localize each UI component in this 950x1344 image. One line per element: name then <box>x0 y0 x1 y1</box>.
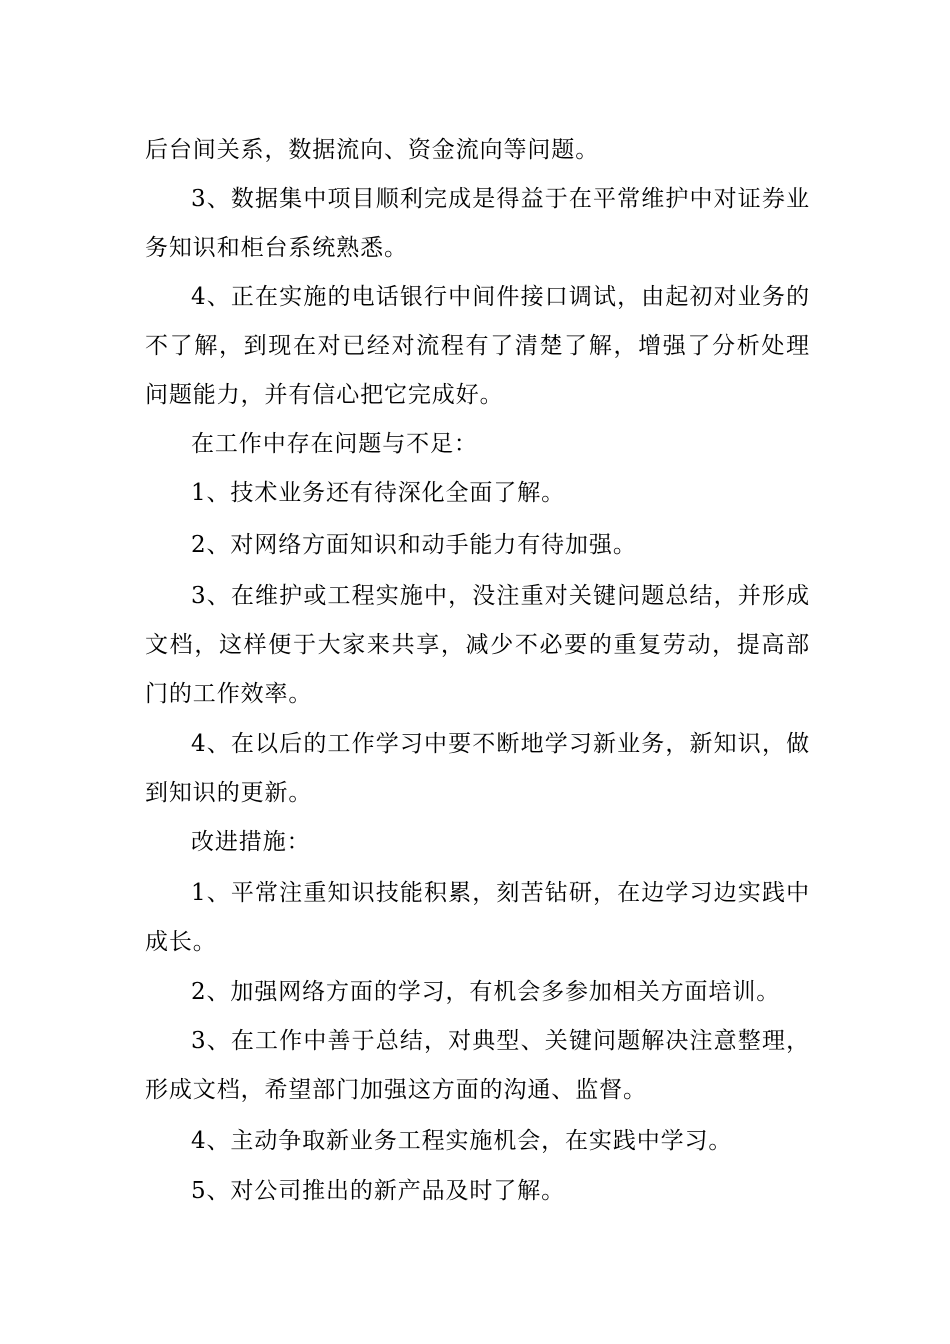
section-heading-problems: 在工作中存在问题与不足： <box>191 431 478 457</box>
problem-item-4: 4、在以后的工作学习中要不断地学习新业务，新知识，做到知识的更新。 <box>145 731 810 806</box>
paragraph-item-4: 4、正在实施的电话银行中间件接口调试，由起初对业务的不了解，到现在对已经对流程有了清楚了解，增强了分析处理问题能力，并有信心把它完成好。 <box>145 284 810 408</box>
problem-item-1: 1、技术业务还有待深化全面了解。 <box>191 480 566 506</box>
improvement-item-1: 1、平常注重知识技能积累，刻苦钻研，在边学习边实践中成长。 <box>145 880 810 955</box>
improvement-item-5: 5、对公司推出的新产品及时了解。 <box>191 1178 566 1204</box>
problem-item-3: 3、在维护或工程实施中，没注重对关键问题总结，并形成文档，这样便于大家来共享，减少不必要的重复劳动，提高部门的工作效率。 <box>145 583 810 707</box>
improvement-item-3: 3、在工作中善于总结，对典型、关键问题解决注意整理，形成文档，希望部门加强这方面的沟通、监督。 <box>145 1028 810 1103</box>
paragraph-continuation: 后台间关系，数据流向、资金流向等问题。 <box>145 137 600 163</box>
problem-item-2: 2、对网络方面知识和动手能力有待加强。 <box>191 532 637 558</box>
improvement-item-2: 2、加强网络方面的学习，有机会多参加相关方面培训。 <box>191 979 781 1005</box>
section-heading-improvements: 改进措施： <box>191 829 311 855</box>
paragraph-item-3: 3、数据集中项目顺利完成是得益于在平常维护中对证券业务知识和柜台系统熟悉。 <box>145 186 810 261</box>
improvement-item-4: 4、主动争取新业务工程实施机会，在实践中学习。 <box>191 1128 733 1154</box>
